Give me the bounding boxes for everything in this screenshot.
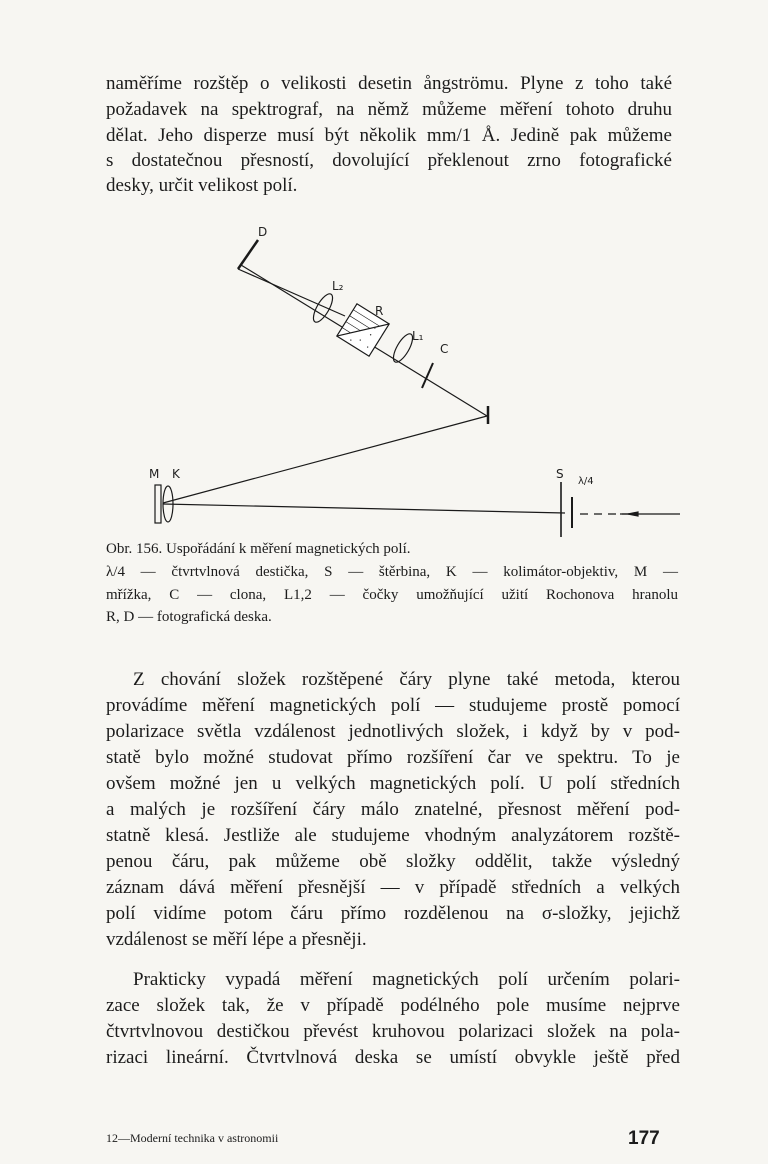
text-line: zace složek tak, že v případě podélného pole musíme nejprve <box>106 995 680 1016</box>
text-line: statně klesá. Jestliže ale studujeme vhodným analyzátorem rozště- <box>106 825 680 846</box>
text-line: naměříme rozštěp o velikosti desetin ångströmu. Plyne z toho také <box>106 73 672 94</box>
text-line: požadavek na spektrograf, na němž můžeme měření tohoto druhu <box>106 99 672 120</box>
beam-line <box>163 504 565 513</box>
label-l1: L₁ <box>412 329 424 343</box>
caption-line: Obr. 156. Uspořádání k měření magnetických polí. <box>106 541 411 557</box>
arrow-icon <box>628 512 638 516</box>
text-line: záznam dává měření přesnější — v případě středních a velkých <box>106 877 680 898</box>
text-line: dělat. Jeho disperze musí být několik mm/1 Å. Jedině pak můžeme <box>106 125 672 146</box>
text-line: statě bylo možné studovat přímo rozšíření čar ve spektru. To je <box>106 747 680 768</box>
label-l2: L₂ <box>332 279 344 293</box>
text-line: s dostatečnou přesností, dovolující překlenout zrno fotografické <box>106 150 672 171</box>
text-line: polí vidíme potom čáru přímo rozdělenou na σ-složky, jejichž <box>106 903 680 924</box>
text-line: Prakticky vypadá měření magnetických polí určením polari- <box>133 969 680 990</box>
label-m: M <box>149 467 160 481</box>
beam-line <box>163 416 487 503</box>
caption-line: R, D — fotografická deska. <box>106 609 272 625</box>
text-line: ovšem možné jen u velkých magnetických polí. U polí středních <box>106 773 680 794</box>
label-s: S <box>556 467 564 481</box>
grating-m <box>155 485 161 523</box>
label-lambda4: λ/4 <box>578 476 594 487</box>
text-line: a malých je rozšíření čáry málo znatelné, přesnost měření pod- <box>106 799 680 820</box>
text-line: Z chování složek rozštěpené čáry plyne také metoda, kterou <box>133 669 680 690</box>
text-line: desky, určit velikost polí. <box>106 175 298 196</box>
caption-line: λ/4 — čtvrtvlnová destička, S — štěrbina, K — kolimátor-objektiv, M — <box>106 564 678 580</box>
text-line: rizaci lineární. Čtvrtvlnová deska se umístí obvykle ještě před <box>106 1047 680 1068</box>
label-c: C <box>440 342 449 356</box>
optical-diagram <box>0 0 768 545</box>
label-k: K <box>172 467 180 481</box>
caption-line: mřížka, C — clona, L1,2 — čočky umožňující užití Rochonova hranolu <box>106 587 678 603</box>
text-line: vzdálenost se měří lépe a přesněji. <box>106 929 367 950</box>
lens-l2 <box>310 291 336 325</box>
text-line: čtvrtvlnovou destičkou převést kruhovou polarizaci složek na pola- <box>106 1021 680 1042</box>
footer-signature: 12—Moderní technika v astronomii <box>106 1131 279 1145</box>
text-line: penou čáru, pak můžeme obě složky oddělit, takže výsledný <box>106 851 680 872</box>
page-number: 177 <box>628 1128 660 1149</box>
diaphragm-c <box>422 363 433 388</box>
label-r: R <box>375 304 384 318</box>
photo-plate-d <box>238 240 258 269</box>
text-line: polarizace světla vzdálenost jednotlivých složek, i když by v pod- <box>106 721 680 742</box>
label-d: D <box>258 225 268 239</box>
text-line: provádíme měření magnetických polí — studujeme prostě pomocí <box>106 695 680 716</box>
